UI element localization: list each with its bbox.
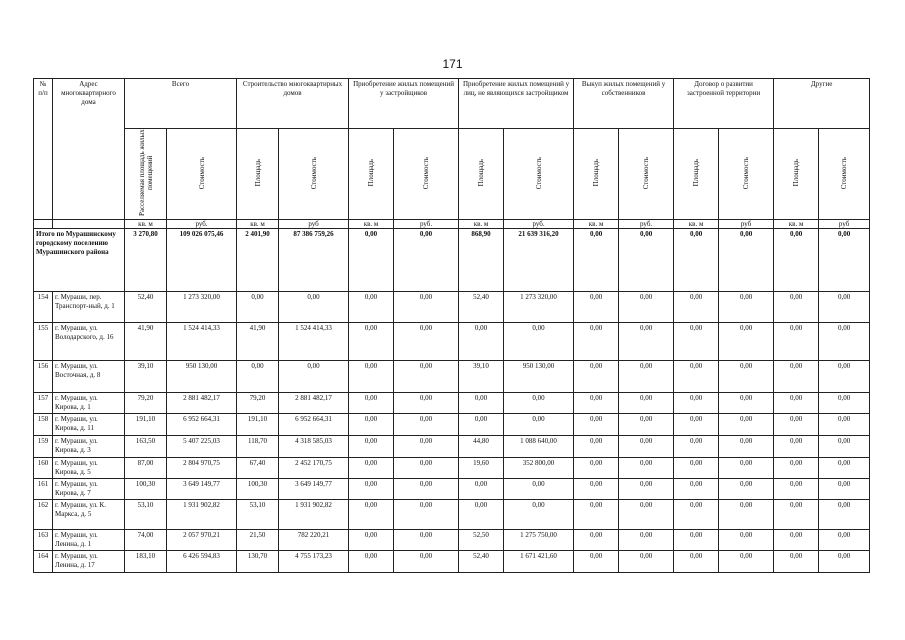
row-value: 0,00 — [819, 393, 870, 414]
row-value: 0,00 — [349, 361, 394, 393]
row-value: 0,00 — [674, 414, 719, 436]
row-value: 191,10 — [237, 414, 279, 436]
row-value: 0,00 — [719, 393, 774, 414]
subheader-cell — [819, 129, 870, 220]
row-value: 1 273 320,00 — [504, 292, 574, 323]
subheader-label: Стоимость — [197, 156, 206, 190]
total-value: 0,00 — [819, 229, 870, 292]
table-row — [34, 292, 870, 323]
row-value: 0,00 — [504, 414, 574, 436]
row-value: 0,00 — [674, 458, 719, 479]
row-value: 0,00 — [619, 530, 674, 551]
row-value: 0,00 — [349, 500, 394, 530]
unit-cell: руб — [819, 220, 870, 229]
row-value: 0,00 — [349, 551, 394, 573]
row-value: 39,10 — [125, 361, 167, 393]
row-value: 39,10 — [459, 361, 504, 393]
row-value: 0,00 — [349, 458, 394, 479]
row-value: 0,00 — [619, 361, 674, 393]
total-value: 0,00 — [674, 229, 719, 292]
row-address: г. Мураши, ул. Кирова, д. 5 — [53, 458, 125, 479]
table-row — [34, 479, 870, 500]
row-value: 0,00 — [574, 436, 619, 458]
row-value: 4 755 173,23 — [279, 551, 349, 573]
row-value: 0,00 — [619, 500, 674, 530]
header-group-territory: Договор о развитии застроенной территории — [674, 79, 774, 129]
header-group-total: Всего — [125, 79, 237, 129]
row-value: 0,00 — [719, 530, 774, 551]
table-row — [34, 458, 870, 479]
row-address: г. Мураши, ул. Восточная, д. 8 — [53, 361, 125, 393]
total-value: 0,00 — [574, 229, 619, 292]
subheader-cell — [394, 129, 459, 220]
row-value: 0,00 — [574, 530, 619, 551]
row-value: 0,00 — [459, 393, 504, 414]
row-value: 100,30 — [237, 479, 279, 500]
table-row — [34, 414, 870, 436]
row-value: 950 130,00 — [167, 361, 237, 393]
subheader-cell — [719, 129, 774, 220]
subheader-cell — [774, 129, 819, 220]
row-value: 0,00 — [774, 458, 819, 479]
row-value: 0,00 — [719, 551, 774, 573]
row-value: 52,40 — [125, 292, 167, 323]
row-value: 130,70 — [237, 551, 279, 573]
total-value: 3 270,80 — [125, 229, 167, 292]
row-address: г. Мураши, ул. Кирова, д. 1 — [53, 393, 125, 414]
header-group-developers: Приобретение жилых помещений у застройщиков — [349, 79, 459, 129]
subheader-label: Площадь — [367, 159, 376, 187]
row-value: 0,00 — [719, 458, 774, 479]
table-row — [34, 393, 870, 414]
row-value: 0,00 — [819, 323, 870, 361]
subheader-label: Стоимость — [742, 156, 751, 190]
row-value: 0,00 — [349, 479, 394, 500]
subheader-label: Стоимость — [309, 156, 318, 190]
row-value: 1 524 414,33 — [279, 323, 349, 361]
table-row — [34, 323, 870, 361]
row-value: 118,70 — [237, 436, 279, 458]
subheader-cell — [619, 129, 674, 220]
total-value: 0,00 — [349, 229, 394, 292]
table-row — [34, 500, 870, 530]
row-value: 0,00 — [619, 393, 674, 414]
total-value: 868,90 — [459, 229, 504, 292]
row-value: 0,00 — [619, 292, 674, 323]
row-value: 67,40 — [237, 458, 279, 479]
row-value: 0,00 — [237, 361, 279, 393]
row-value: 0,00 — [674, 323, 719, 361]
unit-cell: руб. — [394, 220, 459, 229]
row-value: 0,00 — [619, 323, 674, 361]
row-value: 0,00 — [819, 551, 870, 573]
row-value: 0,00 — [279, 292, 349, 323]
subheader-label: Расселяемая площадь жилых помещений — [137, 129, 154, 217]
row-value: 52,50 — [459, 530, 504, 551]
row-value: 0,00 — [619, 551, 674, 573]
row-address: г. Мураши, пер. Транспорт-ный, д. 1 — [53, 292, 125, 323]
subheader-label: Стоимость — [534, 156, 543, 190]
row-value: 3 649 149,77 — [167, 479, 237, 500]
row-value: 0,00 — [504, 323, 574, 361]
row-value: 0,00 — [574, 414, 619, 436]
row-value: 0,00 — [819, 479, 870, 500]
row-value: 0,00 — [819, 436, 870, 458]
row-value: 0,00 — [349, 530, 394, 551]
row-value: 52,40 — [459, 551, 504, 573]
header-group-non-developers: Приобретение жилых помещений у лиц, не являющихся застройщиком — [459, 79, 574, 129]
unit-cell: кв. м — [125, 220, 167, 229]
row-value: 0,00 — [349, 436, 394, 458]
row-number: 154 — [34, 292, 53, 323]
row-value: 0,00 — [349, 414, 394, 436]
row-value: 0,00 — [819, 530, 870, 551]
subheader-label: Площадь — [592, 159, 601, 187]
row-value: 41,90 — [125, 323, 167, 361]
row-value: 0,00 — [719, 479, 774, 500]
unit-cell: кв. м — [574, 220, 619, 229]
row-number: 157 — [34, 393, 53, 414]
row-value: 0,00 — [394, 292, 459, 323]
row-value: 0,00 — [574, 458, 619, 479]
row-address: г. Мураши, ул. Ленина, д. 17 — [53, 551, 125, 573]
row-value: 0,00 — [674, 479, 719, 500]
subheader-label: Стоимость — [422, 156, 431, 190]
row-value: 1 931 902,82 — [279, 500, 349, 530]
subheader-cell — [167, 129, 237, 220]
row-address: г. Мураши, ул. Кирова, д. 3 — [53, 436, 125, 458]
row-value: 0,00 — [719, 361, 774, 393]
row-value: 53,10 — [125, 500, 167, 530]
row-value: 6 952 664,31 — [279, 414, 349, 436]
row-value: 0,00 — [819, 458, 870, 479]
row-value: 87,00 — [125, 458, 167, 479]
row-value: 1 273 320,00 — [167, 292, 237, 323]
row-value: 782 220,21 — [279, 530, 349, 551]
row-value: 0,00 — [394, 479, 459, 500]
subheader-cell — [349, 129, 394, 220]
row-number: 160 — [34, 458, 53, 479]
row-value: 0,00 — [774, 361, 819, 393]
subheader-label: Площадь — [692, 159, 701, 187]
header-address: Адрес многоквартирного дома — [53, 79, 125, 220]
row-value: 1 088 640,00 — [504, 436, 574, 458]
row-value: 19,60 — [459, 458, 504, 479]
subheader-cell — [459, 129, 504, 220]
subheader-label: Площадь — [253, 159, 262, 187]
row-value: 0,00 — [619, 414, 674, 436]
row-value: 0,00 — [819, 361, 870, 393]
row-value: 0,00 — [574, 393, 619, 414]
row-value: 0,00 — [674, 361, 719, 393]
row-value: 0,00 — [774, 479, 819, 500]
unit-cell: руб — [719, 220, 774, 229]
row-value: 0,00 — [619, 436, 674, 458]
row-value: 0,00 — [619, 479, 674, 500]
row-value: 4 318 585,03 — [279, 436, 349, 458]
row-value: 41,90 — [237, 323, 279, 361]
row-value: 0,00 — [504, 500, 574, 530]
row-value: 0,00 — [574, 479, 619, 500]
subheader-cell — [574, 129, 619, 220]
table-row — [34, 530, 870, 551]
row-number: 156 — [34, 361, 53, 393]
unit-cell: руб. — [619, 220, 674, 229]
row-value: 2 057 970,21 — [167, 530, 237, 551]
row-value: 53,10 — [237, 500, 279, 530]
row-value: 0,00 — [394, 530, 459, 551]
row-value: 0,00 — [774, 323, 819, 361]
unit-cell: руб. — [504, 220, 574, 229]
row-value: 0,00 — [774, 414, 819, 436]
row-number: 158 — [34, 414, 53, 436]
row-value: 0,00 — [819, 500, 870, 530]
row-value: 0,00 — [394, 500, 459, 530]
total-value: 87 386 759,26 — [279, 229, 349, 292]
row-value: 74,00 — [125, 530, 167, 551]
row-value: 2 452 170,75 — [279, 458, 349, 479]
total-value: 0,00 — [719, 229, 774, 292]
row-value: 100,30 — [125, 479, 167, 500]
row-value: 0,00 — [774, 436, 819, 458]
row-value: 0,00 — [674, 292, 719, 323]
row-address: г. Мураши, ул. Кирова, д. 11 — [53, 414, 125, 436]
row-value: 1 524 414,33 — [167, 323, 237, 361]
row-value: 2 881 482,17 — [167, 393, 237, 414]
row-value: 0,00 — [674, 551, 719, 573]
row-value: 352 800,00 — [504, 458, 574, 479]
row-address: г. Мураши, ул. Кирова, д. 7 — [53, 479, 125, 500]
row-value: 0,00 — [394, 436, 459, 458]
unit-cell: кв. м — [349, 220, 394, 229]
row-value: 0,00 — [459, 414, 504, 436]
total-value: 21 639 316,20 — [504, 229, 574, 292]
row-value: 0,00 — [819, 292, 870, 323]
row-number: 155 — [34, 323, 53, 361]
row-value: 0,00 — [459, 479, 504, 500]
row-value: 0,00 — [504, 479, 574, 500]
row-value: 6 952 664,31 — [167, 414, 237, 436]
page-number: 171 — [442, 57, 463, 71]
total-value: 0,00 — [619, 229, 674, 292]
total-label: Итого по Мурашинскому городскому поселению Мурашинского района — [34, 229, 125, 292]
table-row — [34, 436, 870, 458]
unit-spacer — [34, 220, 53, 229]
row-value: 0,00 — [237, 292, 279, 323]
row-value: 0,00 — [504, 393, 574, 414]
row-value: 0,00 — [674, 393, 719, 414]
row-value: 0,00 — [719, 292, 774, 323]
subheader-label: Стоимость — [840, 156, 849, 190]
row-value: 1 671 421,60 — [504, 551, 574, 573]
table-row — [34, 551, 870, 573]
row-number: 161 — [34, 479, 53, 500]
row-value: 0,00 — [774, 551, 819, 573]
row-value: 183,10 — [125, 551, 167, 573]
row-value: 0,00 — [394, 414, 459, 436]
unit-cell: кв. м — [459, 220, 504, 229]
row-value: 0,00 — [349, 393, 394, 414]
row-value: 5 407 225,03 — [167, 436, 237, 458]
total-value: 0,00 — [394, 229, 459, 292]
row-number: 164 — [34, 551, 53, 573]
row-value: 44,80 — [459, 436, 504, 458]
total-value: 109 026 075,46 — [167, 229, 237, 292]
row-value: 21,50 — [237, 530, 279, 551]
row-value: 0,00 — [674, 436, 719, 458]
subheader-label: Стоимость — [642, 156, 651, 190]
row-value: 0,00 — [719, 436, 774, 458]
row-value: 0,00 — [574, 551, 619, 573]
row-value: 0,00 — [349, 292, 394, 323]
subheader-cell — [279, 129, 349, 220]
row-value: 0,00 — [394, 323, 459, 361]
row-value: 0,00 — [459, 500, 504, 530]
total-value: 0,00 — [774, 229, 819, 292]
row-value: 0,00 — [719, 323, 774, 361]
row-address: г. Мураши, ул. Володарского, д. 16 — [53, 323, 125, 361]
row-value: 0,00 — [459, 323, 504, 361]
row-value: 3 649 149,77 — [279, 479, 349, 500]
row-value: 0,00 — [774, 393, 819, 414]
row-address: г. Мураши, ул. Ленина, д. 1 — [53, 530, 125, 551]
header-group-other: Другие — [774, 79, 870, 129]
row-value: 0,00 — [774, 500, 819, 530]
row-number: 163 — [34, 530, 53, 551]
row-value: 0,00 — [774, 292, 819, 323]
row-value: 0,00 — [719, 500, 774, 530]
row-value: 0,00 — [674, 500, 719, 530]
unit-cell: руб. — [167, 220, 237, 229]
row-value: 950 130,00 — [504, 361, 574, 393]
row-value: 52,40 — [459, 292, 504, 323]
row-value: 0,00 — [574, 361, 619, 393]
row-value: 0,00 — [719, 414, 774, 436]
unit-cell: кв. м — [674, 220, 719, 229]
unit-spacer — [53, 220, 125, 229]
row-value: 2 881 482,17 — [279, 393, 349, 414]
table-row — [34, 361, 870, 393]
row-value: 0,00 — [574, 292, 619, 323]
row-number: 162 — [34, 500, 53, 530]
row-value: 79,20 — [125, 393, 167, 414]
header-group-buyout: Выкуп жилых помещений у собственников — [574, 79, 674, 129]
subheader-cell — [674, 129, 719, 220]
row-value: 0,00 — [819, 414, 870, 436]
row-value: 1 931 902,82 — [167, 500, 237, 530]
row-value: 0,00 — [349, 323, 394, 361]
subheader-cell — [504, 129, 574, 220]
resettlement-table — [33, 78, 870, 573]
row-value: 0,00 — [394, 393, 459, 414]
unit-cell: руб — [279, 220, 349, 229]
subheader-label: Площадь — [477, 159, 486, 187]
subheader-cell — [237, 129, 279, 220]
unit-cell: кв. м — [774, 220, 819, 229]
header-group-construction: Строительство многоквартирных домов — [237, 79, 349, 129]
row-value: 6 426 594,83 — [167, 551, 237, 573]
subheader-label: Площадь — [792, 159, 801, 187]
row-number: 159 — [34, 436, 53, 458]
row-value: 0,00 — [279, 361, 349, 393]
row-value: 0,00 — [394, 361, 459, 393]
row-value: 2 804 970,75 — [167, 458, 237, 479]
row-value: 191,10 — [125, 414, 167, 436]
header-num: № п/п — [34, 79, 53, 220]
subheader-cell — [125, 129, 167, 220]
total-value: 2 401,90 — [237, 229, 279, 292]
row-value: 0,00 — [394, 551, 459, 573]
row-value: 0,00 — [394, 458, 459, 479]
row-value: 163,50 — [125, 436, 167, 458]
row-value: 0,00 — [774, 530, 819, 551]
row-value: 79,20 — [237, 393, 279, 414]
row-value: 0,00 — [619, 458, 674, 479]
unit-cell: кв. м — [237, 220, 279, 229]
row-address: г. Мураши, ул. К. Маркса, д. 5 — [53, 500, 125, 530]
row-value: 0,00 — [574, 323, 619, 361]
row-value: 1 275 750,00 — [504, 530, 574, 551]
row-value: 0,00 — [674, 530, 719, 551]
row-value: 0,00 — [574, 500, 619, 530]
